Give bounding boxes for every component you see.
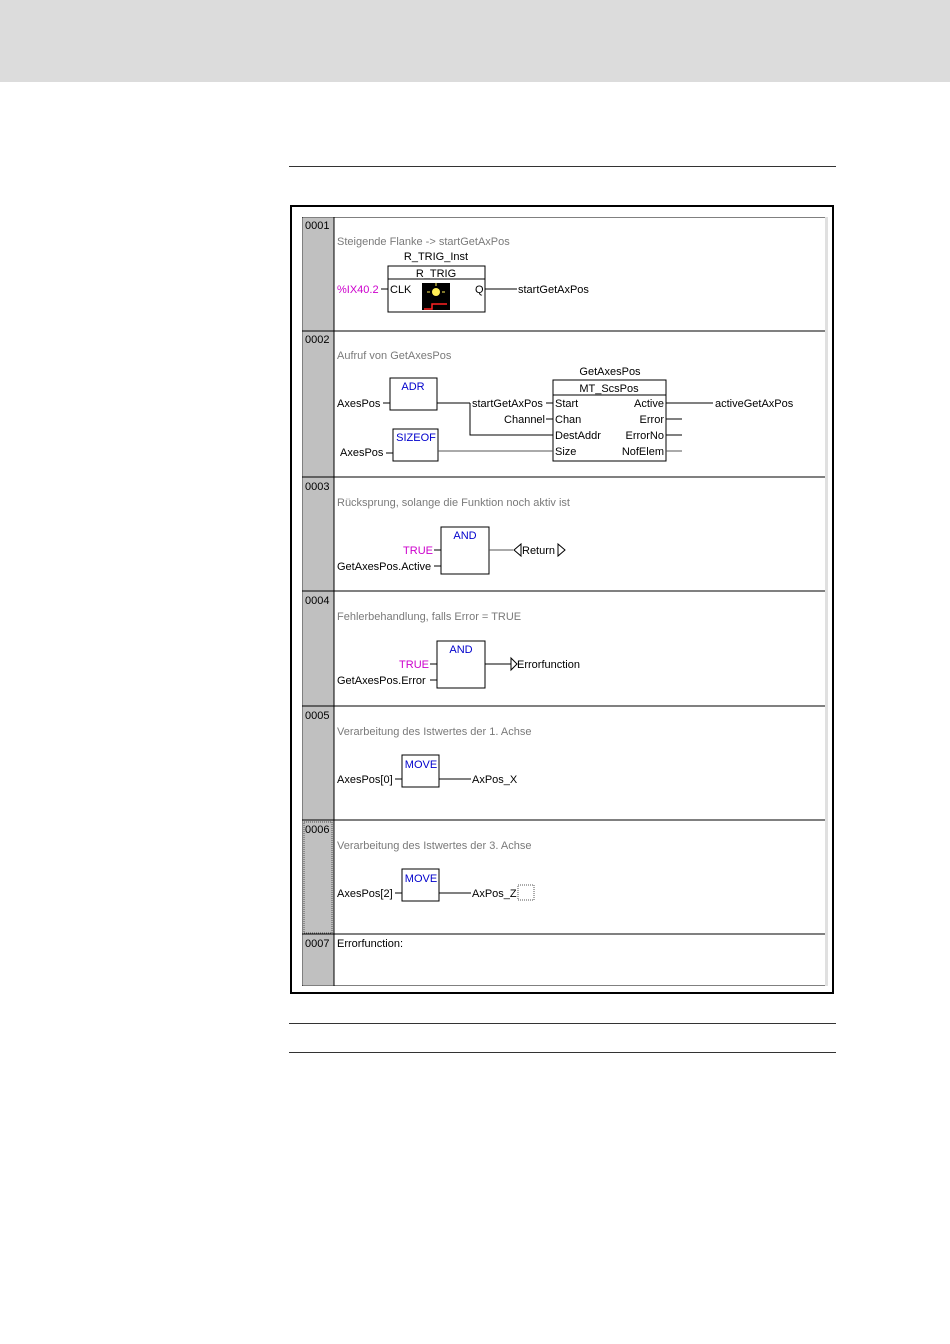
rung-comment: Verarbeitung des Istwertes der 1. Achse (337, 726, 532, 738)
pin-in-label: CLK (390, 284, 412, 296)
rung-number: 0002 (305, 334, 330, 346)
pin-destaddr: DestAddr (555, 430, 601, 442)
move-input[interactable]: AxesPos[2] (337, 888, 393, 900)
page-header-band (0, 0, 950, 82)
top-rule (289, 166, 836, 167)
move-output[interactable]: AxPos_Z (472, 888, 517, 900)
rung-number: 0003 (305, 481, 330, 493)
jump-label[interactable]: Errorfunction (517, 659, 580, 671)
pin-out-label: Q (475, 284, 484, 296)
pin-errorno: ErrorNo (625, 430, 664, 442)
instance-name: R_TRIG_Inst (403, 251, 469, 263)
jump-target-label: Errorfunction: (337, 938, 404, 950)
and-label: AND (449, 644, 473, 656)
and-label: AND (453, 530, 477, 542)
input-true[interactable]: TRUE (399, 659, 429, 671)
pin-active: Active (634, 398, 664, 410)
rung-number: 0007 (305, 938, 330, 950)
input-true[interactable]: TRUE (403, 545, 433, 557)
rung-comment: Steigende Flanke -> startGetAxPos (337, 236, 510, 248)
input-variable[interactable]: %IX40.2 (337, 284, 379, 296)
chan-input[interactable]: Channel (504, 414, 545, 426)
start-input[interactable]: startGetAxPos (472, 398, 543, 410)
rung-number: 0005 (305, 710, 330, 722)
output-variable[interactable]: activeGetAxPos (715, 398, 794, 410)
rung-comment: Fehlerbehandlung, falls Error = TRUE (337, 611, 522, 623)
instance-name: GetAxesPos (579, 366, 641, 378)
rung-number: 0006 (305, 824, 330, 836)
rung-number: 0004 (305, 595, 330, 607)
rung-comment: Rücksprung, solange die Funktion noch aktiv ist (337, 497, 570, 509)
fbd-editor[interactable] (302, 217, 828, 986)
move-input[interactable]: AxesPos[0] (337, 774, 393, 786)
rung-comment: Aufruf von GetAxesPos (337, 350, 452, 362)
fbd-canvas[interactable] (302, 217, 828, 986)
move-label: MOVE (404, 759, 438, 771)
bottom-rule-2 (289, 1052, 836, 1053)
move-output[interactable]: AxPos_X (472, 774, 518, 786)
bottom-rule-1 (289, 1023, 836, 1024)
rung-comment: Verarbeitung des Istwertes der 3. Achse (337, 840, 532, 852)
input-error[interactable]: GetAxesPos.Error (337, 675, 426, 687)
pin-size: Size (555, 446, 577, 458)
move-label: MOVE (404, 873, 438, 885)
rung-number: 0001 (305, 220, 330, 232)
pin-chan: Chan (555, 414, 582, 426)
sizeof-label: SIZEOF (396, 432, 436, 444)
adr-label: ADR (401, 381, 425, 393)
return-label[interactable]: Return (522, 545, 556, 557)
lamp-icon (422, 283, 450, 310)
editor-border (302, 217, 828, 986)
fbd-editor-frame (290, 205, 834, 994)
sizeof-input[interactable]: AxesPos (340, 447, 384, 459)
block-type: MT_ScsPos (579, 383, 639, 395)
adr-input[interactable]: AxesPos (337, 398, 381, 410)
block-type: R_TRIG (415, 268, 457, 280)
pin-error: Error (639, 414, 664, 426)
pin-start: Start (555, 398, 579, 410)
vertical-scrollbar[interactable] (825, 217, 828, 986)
rung-0007[interactable] (305, 938, 403, 950)
input-active[interactable]: GetAxesPos.Active (337, 561, 432, 573)
output-variable[interactable]: startGetAxPos (518, 284, 589, 296)
pin-nofelem: NofElem (621, 446, 664, 458)
